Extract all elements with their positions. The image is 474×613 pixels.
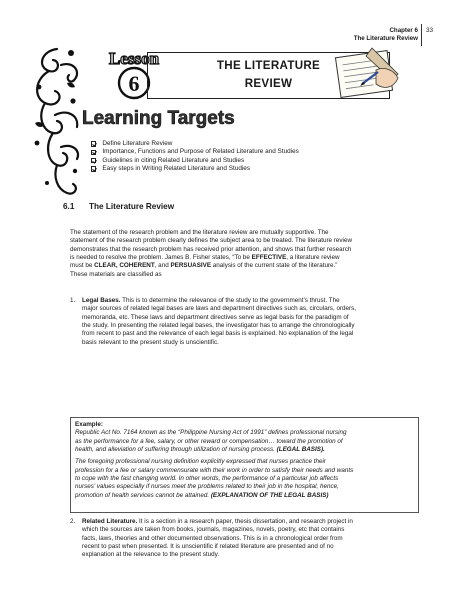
list-item: Importance, Functions and Purpose of Related Literature and Studies bbox=[91, 148, 299, 156]
hand-writing-icon bbox=[332, 44, 402, 100]
checkbox-checked-icon bbox=[91, 141, 96, 146]
chapter-label: Chapter 6 bbox=[389, 27, 418, 34]
checkbox-checked-icon bbox=[91, 150, 96, 155]
list-item: Define Literature Review bbox=[91, 140, 299, 148]
page-number: 33 bbox=[426, 27, 434, 34]
learning-targets-list bbox=[91, 140, 299, 173]
header-divider bbox=[421, 24, 422, 46]
example-box bbox=[70, 417, 419, 513]
example-label: Example: bbox=[75, 421, 103, 428]
checkbox-checked-icon bbox=[91, 158, 96, 163]
legal-bases-paragraph: Legal Bases. This is to determine the relevance of the study to the government’s thrust. The major sources of related legal bases are laws and department directives such as, circulars, orders, memoranda, etc. These laws and department directives serve as legal basis for the paradigm of the study. In presenting the related legal bases, the investigator has to arrange the chronologically from recent to past and the relevance of each legal basis is explained. No explanation of the legal basis relevant to the present study is unscientific. bbox=[82, 297, 357, 346]
svg-text:Learning Targets: Learning Targets bbox=[82, 108, 235, 129]
lesson-number: 6 bbox=[128, 71, 140, 96]
section-title: The Literature Review bbox=[89, 202, 175, 211]
list-item: Guidelines in citing Related Literature and Studies bbox=[91, 157, 299, 165]
item-number: 1. bbox=[70, 297, 76, 304]
title-line-1: THE LITERATURE bbox=[216, 59, 321, 72]
chapter-title: The Literature Review bbox=[353, 35, 418, 43]
swirl-ornament-icon bbox=[27, 43, 87, 203]
section-number: 6.1 bbox=[63, 202, 75, 211]
example-paragraph-1: Republic Act No. 7164 known as the “Philippine Nursing Act of 1991” defines professional nursing as the performance for a fee, salary, or other reward or compensation… toward the promotion of health, and alleviation of suffering through utilization of nursing process. (LEGAL BASIS). bbox=[75, 429, 347, 454]
running-header bbox=[354, 27, 418, 44]
related-literature-paragraph: Related Literature. It is a section in a research paper, thesis dissertation, and research project in which the sources are taken from books, journals, magazines, novels, poetry, etc that contains facts, laws, theories and other documented observations. This is in a chronological order from recent to past when presented. It is unscientific if related literature are presented and of no explanation at the relevance to the present study. bbox=[82, 518, 353, 559]
item-number: 2. bbox=[70, 518, 76, 525]
list-item: Easy steps in Writing Related Literature and Studies bbox=[91, 165, 299, 173]
title-line-2: REVIEW bbox=[244, 77, 293, 90]
learning-targets-heading bbox=[80, 103, 240, 131]
intro-paragraph: The statement of the research problem and the literature review are mutually supportive. The statement of the research problem clearly defines the subject area to be treated. The literature review demonstrates that the research problem has received prior attention, and shows that further research is needed to resolve the problem. James B. Fisher states, “To be EFFECTIVE, a literature review must be CLEAR, COHERENT, and PERSUASIVE analysis of the current state of the literature.” These materials are classified as bbox=[70, 229, 352, 278]
lesson-word: Lesson bbox=[108, 49, 160, 68]
example-paragraph-2: The foregoing professional nursing definition explicitly expressed that nurses practice their profession for a fee or salary commensurate with their work in order to satisfy their needs and wants to cope with the fast changing world. In other words, the performance of a particular job affects nurses’ values especially if nurses meet the problems related to their job in the hospital, hence, promotion of health services cannot be attained. (EXPLANATION OF THE LEGAL BASIS) bbox=[75, 458, 354, 499]
checkbox-checked-icon bbox=[91, 166, 96, 171]
